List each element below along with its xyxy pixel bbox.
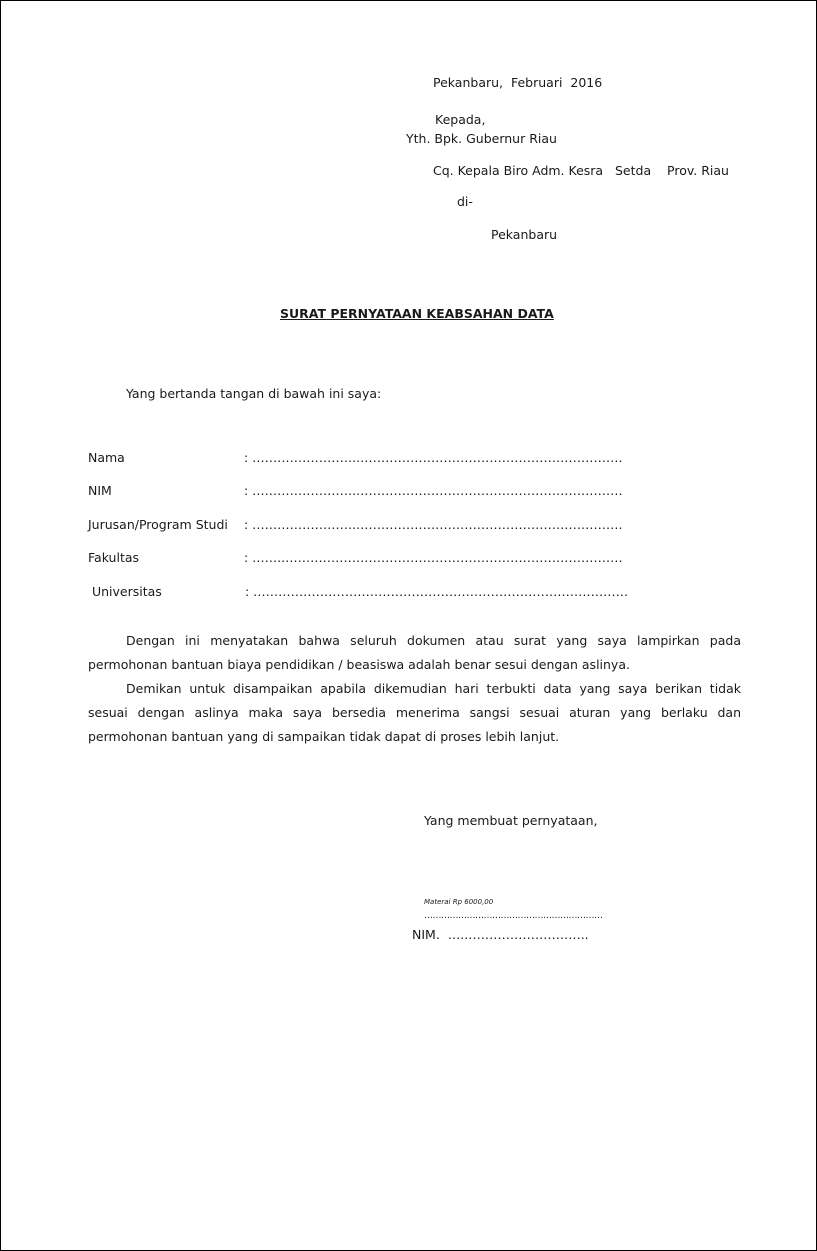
field-line-jurusan: : ……………………..……………………………………………………… <box>244 517 623 532</box>
field-line-fakultas: : ……..……………………………………………………………………… <box>244 550 623 565</box>
di-label: di- <box>457 194 473 209</box>
document-title: SURAT PERNYATAAN KEABSAHAN DATA <box>280 306 554 321</box>
cq-line: Cq. Kepala Biro Adm. Kesra Setda Prov. Riau <box>433 163 729 178</box>
signature-closing: Yang membuat pernyataan, <box>424 813 598 828</box>
field-label-fakultas: Fakultas <box>88 550 140 565</box>
paragraph-statement-text: Dengan ini menyatakan bahwa seluruh dokumen atau surat yang saya lampirkan pada permohonan bantuan biaya pendidikan / beasiswa adalah benar sesui dengan aslinya. <box>88 633 741 672</box>
paragraph-statement <box>88 629 741 677</box>
signature-nim: NIM. …..……………………….. <box>412 927 589 942</box>
paragraph-closing-text: Demikan untuk disampaikan apabila dikemudian hari terbukti data yang saya berikan tidak sesuai dengan aslinya maka saya bersedia menerima sangsi sesuai aturan yang berlaku dan permohonan bantuan yang di sampaikan tidak dapat di proses lebih lanjut. <box>88 681 741 744</box>
paragraph-closing <box>88 677 741 749</box>
field-line-nim: : ……………………..……………………………………………………… <box>244 483 623 498</box>
field-line-nama: : ……………………..……………………………………………………… <box>244 450 623 465</box>
field-label-nim: NIM <box>88 483 112 498</box>
field-label-universitas: Universitas <box>88 584 162 599</box>
signature-name-line: ……………………………………………………… <box>424 911 603 921</box>
city: Pekanbaru <box>491 227 558 242</box>
field-line-universitas: : ……………………………………………………………………………… <box>245 584 629 599</box>
kepada-label: Kepada, <box>435 112 486 127</box>
place-date: Pekanbaru, Februari 2016 <box>433 75 603 90</box>
meterai-note: Materai Rp 6000,00 <box>424 898 494 906</box>
field-label-nama: Nama <box>88 450 125 465</box>
field-label-jurusan: Jurusan/Program Studi <box>88 517 228 532</box>
recipient: Yth. Bpk. Gubernur Riau <box>406 131 557 146</box>
intro-text: Yang bertanda tangan di bawah ini saya: <box>126 386 382 401</box>
